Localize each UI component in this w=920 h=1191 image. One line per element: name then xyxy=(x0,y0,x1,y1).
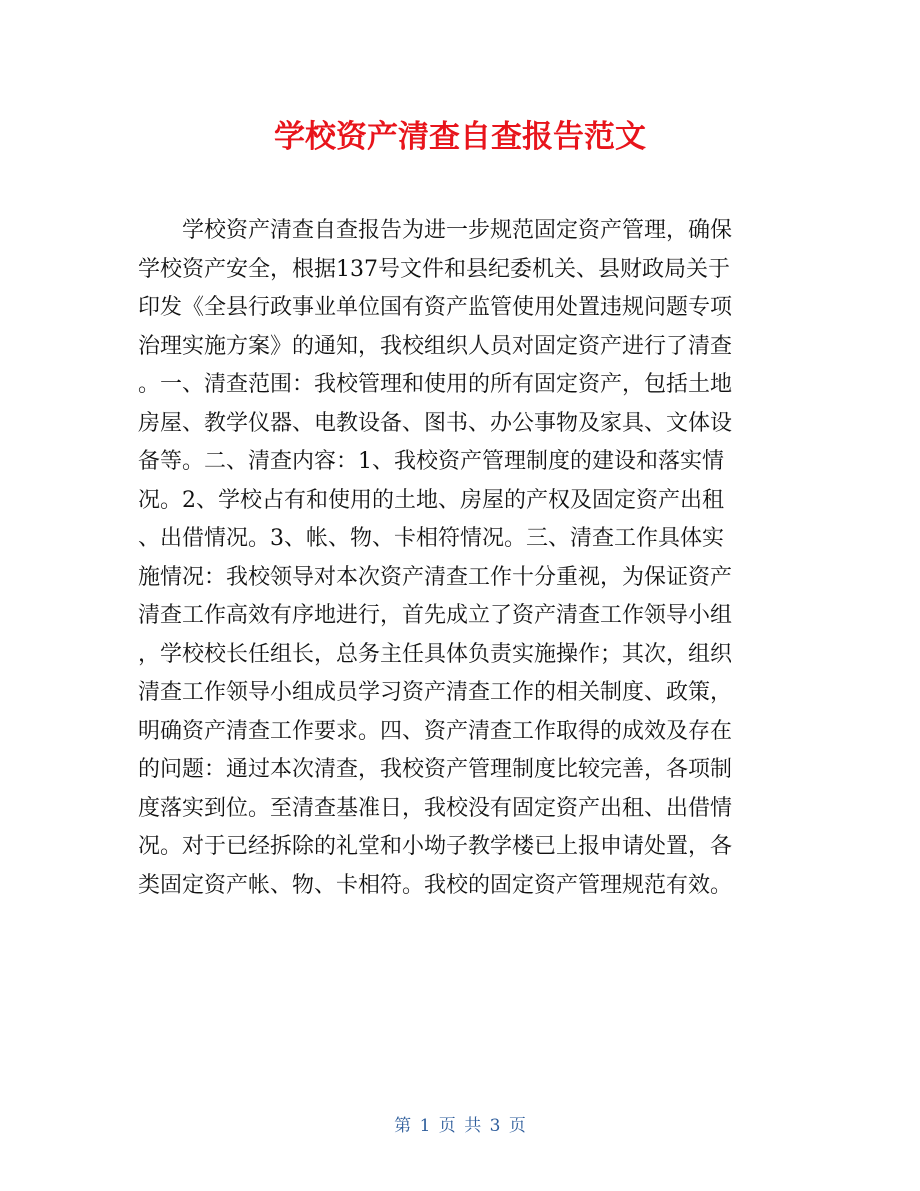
page-number-footer: 第 1 页 共 3 页 xyxy=(394,1116,526,1136)
body-line: 度落实到位。至清查基准日，我校没有固定资产出租、出借情 xyxy=(138,795,733,821)
body-line: 房屋、教学仪器、电教设备、图书、办公事物及家具、文体设 xyxy=(138,410,733,436)
body-line: 清查工作高效有序地进行，首先成立了资产清查工作领导小组 xyxy=(138,603,733,628)
body-line: 的问题：通过本次清查，我校资产管理制度比较完善，各项制 xyxy=(138,757,733,782)
body-line: 况。对于已经拆除的礼堂和小坳子教学楼已上报申请处置，各 xyxy=(138,834,733,859)
body-line: 。一、清查范围：我校管理和使用的所有固定资产，包括土地 xyxy=(138,372,733,397)
body-line: 类固定资产帐、物、卡相符。我校的固定资产管理规范有效。 xyxy=(138,872,733,898)
body-line: ，学校校长任组长，总务主任具体负责实施操作；其次，组织 xyxy=(138,641,733,667)
body-line: 学校资产清查自查报告为进一步规范固定资产管理，确保 xyxy=(138,218,733,243)
body-line: 况。2、学校占有和使用的土地、房屋的产权及固定资产出租 xyxy=(138,487,724,513)
body-line: 备等。二、清查内容：1、我校资产管理制度的建设和落实情 xyxy=(138,449,724,474)
body-line: 印发《全县行政事业单位国有资产监管使用处置违规问题专项 xyxy=(138,295,733,320)
body-line: 施情况：我校领导对本次资产清查工作十分重视，为保证资产 xyxy=(138,564,733,590)
document-title: 学校资产清查自查报告范文 xyxy=(274,119,646,155)
body-line: 清查工作领导小组成员学习资产清查工作的相关制度、政策， xyxy=(138,680,733,705)
body-line: 明确资产清查工作要求。四、资产清查工作取得的成效及存在 xyxy=(138,718,733,744)
body-line: 、出借情况。3、帐、物、卡相符情况。三、清查工作具体实 xyxy=(138,526,724,551)
body-line: 治理实施方案》的通知，我校组织人员对固定资产进行了清查 xyxy=(138,333,733,359)
body-line: 学校资产安全，根据137号文件和县纪委机关、县财政局关于 xyxy=(138,256,730,282)
document-body xyxy=(138,212,786,905)
